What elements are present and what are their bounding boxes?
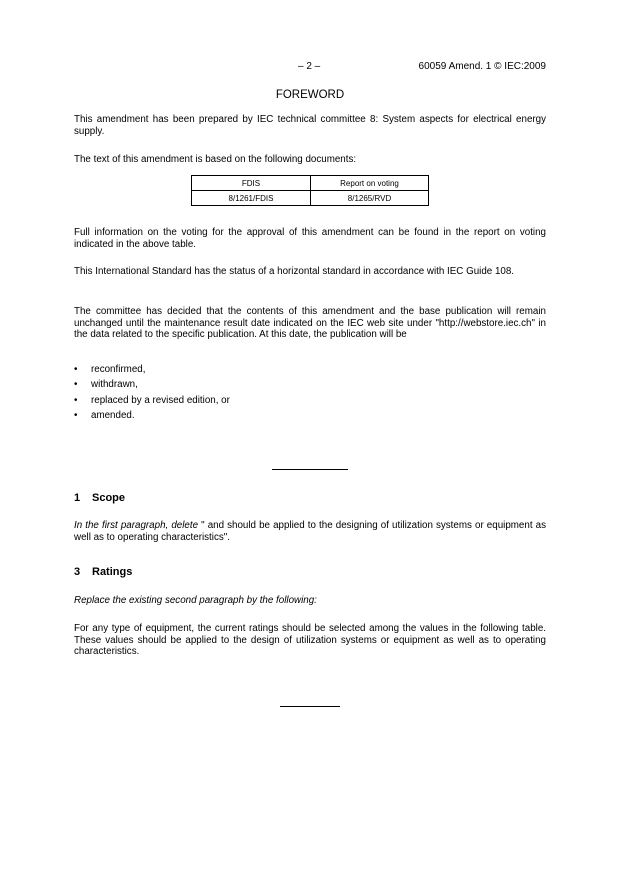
bullet-icon: • (74, 409, 78, 421)
page-number: – 2 – (298, 61, 321, 72)
table-header-row (192, 176, 429, 191)
foreword-paragraph-horizontal-standard: This International Standard has the status of a horizontal standard in accordance with IEC Guide 108. (74, 266, 515, 277)
ratings-amendment-instruction: Replace the existing second paragraph by the following: (74, 595, 317, 606)
table-row (192, 191, 429, 206)
foreword-title: FOREWORD (275, 89, 345, 101)
table-header-cell: Report on voting (311, 176, 429, 191)
section-title: Scope (92, 492, 126, 504)
publication-outcome-list (74, 364, 230, 425)
instruction-italic: In the first paragraph, delete (74, 520, 199, 531)
end-divider (280, 706, 340, 707)
voting-documents-table (191, 175, 429, 206)
table-header-cell: FDIS (192, 176, 311, 191)
list-item: • amended. (74, 409, 135, 421)
ratings-paragraph: For any type of equipment, the current ratings should be selected among the values in the following table. These values should be applied to the design of utilization systems or equipment as well as to operating characteristics. (74, 623, 546, 657)
section-heading-scope (74, 492, 125, 504)
section-divider (272, 469, 348, 470)
bullet-icon: • (74, 379, 78, 391)
section-title: Ratings (92, 566, 133, 578)
foreword-paragraph-documents: The text of this amendment is based on the following documents: (74, 154, 357, 165)
bullet-icon: • (74, 394, 78, 406)
foreword-paragraph-maintenance: The committee has decided that the contents of this amendment and the base publication will remain unchanged until the maintenance result date indicated on the IEC web site under "http://webstore.iec.ch" in the data related to the specific publication. At this date, the publication will be (74, 306, 546, 340)
foreword-paragraph-voting: Full information on the voting for the approval of this amendment can be found in the report on voting indicated in the above table. (74, 227, 546, 250)
foreword-paragraph-committee: This amendment has been prepared by IEC technical committee 8: System aspects for electrical energy supply. (74, 114, 546, 137)
document-reference: 60059 Amend. 1 © IEC:2009 (418, 61, 546, 72)
list-item: • withdrawn, (74, 379, 138, 391)
table-cell: 8/1265/RVD (311, 191, 429, 206)
list-item: • replaced by a revised edition, or (74, 394, 230, 406)
section-number: 3 (74, 566, 81, 578)
instruction-text: " and should be applied to the designing of utilization systems or equipment as well as to operating characteristics". (74, 520, 546, 543)
scope-amendment-instruction (74, 520, 546, 543)
list-item: • reconfirmed, (74, 364, 146, 375)
table-cell: 8/1261/FDIS (192, 191, 311, 206)
section-number: 1 (74, 492, 81, 504)
bullet-icon: • (74, 364, 78, 375)
section-heading-ratings (74, 566, 132, 578)
